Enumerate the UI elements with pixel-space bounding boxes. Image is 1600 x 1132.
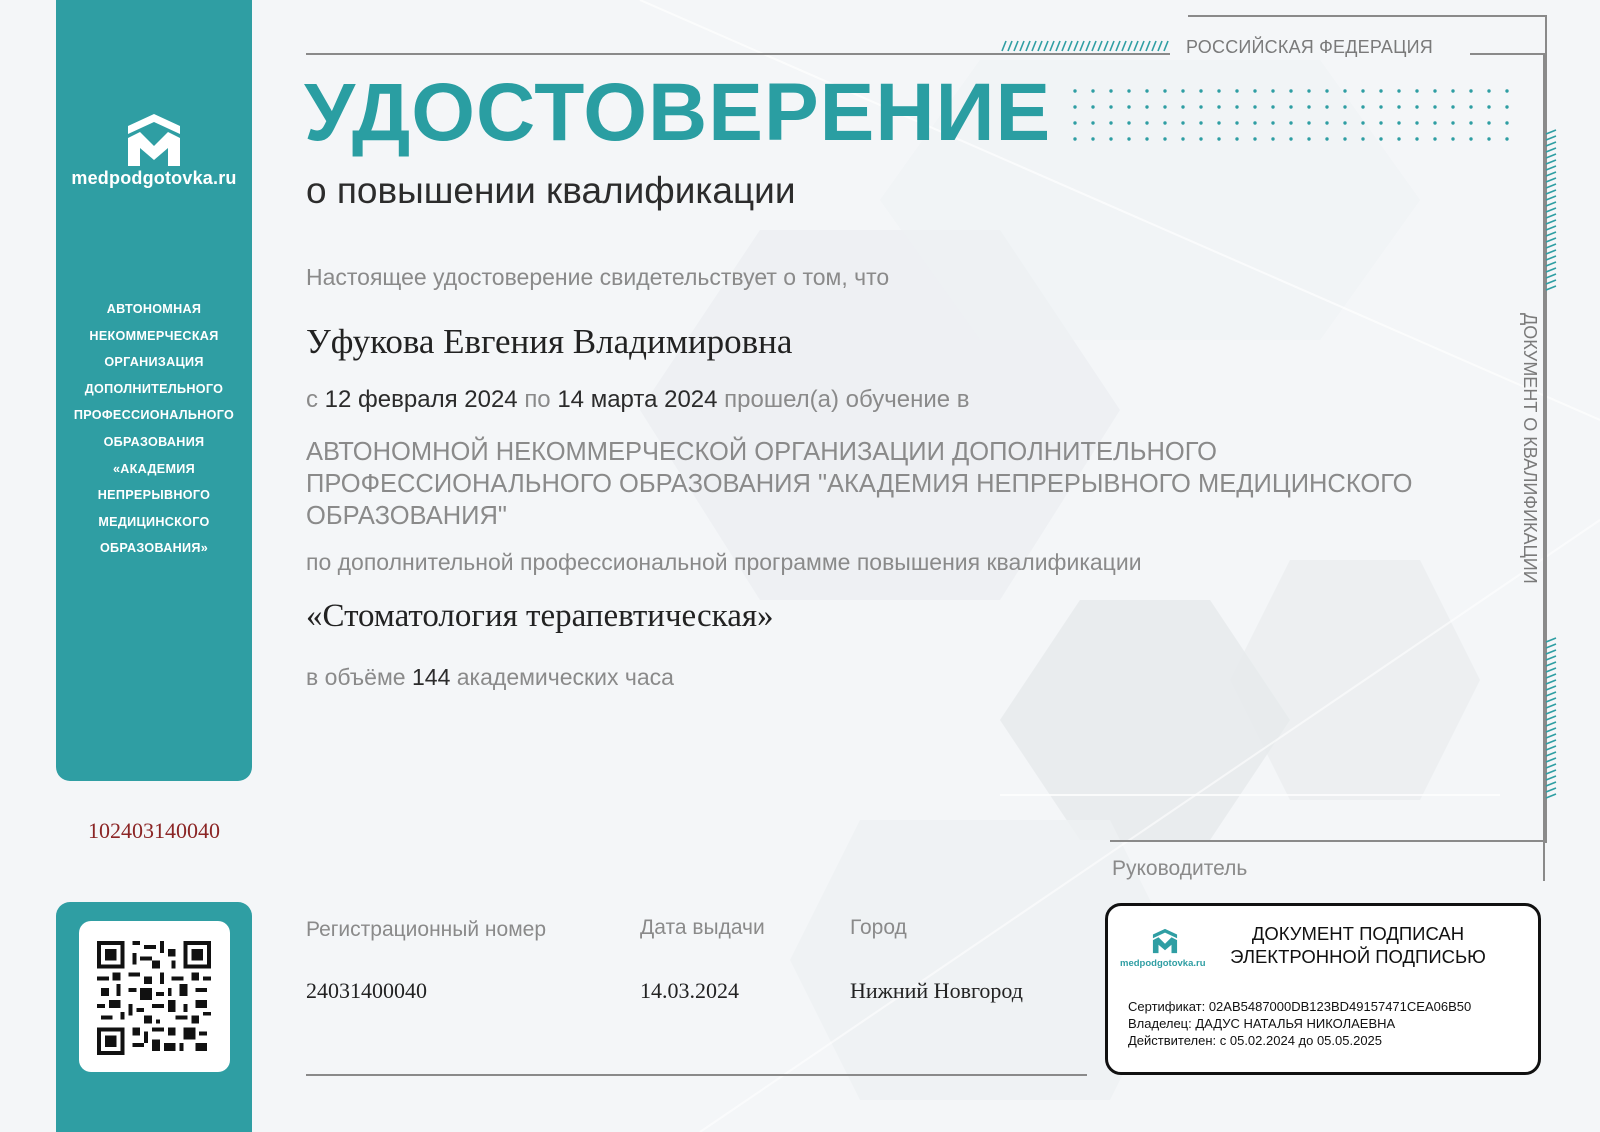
period-suffix: прошел(а) обучение в <box>724 386 970 413</box>
hatch-pattern-right-lower <box>1545 636 1557 806</box>
issue-date-label: Дата выдачи <box>640 916 765 939</box>
signature-details <box>1128 998 1471 1049</box>
signature-validity: Действителен: с 05.02.2024 до 05.05.2025 <box>1128 1033 1383 1048</box>
period-to-prefix: по <box>524 386 551 413</box>
period-from-date: 12 февраля 2024 <box>324 386 518 413</box>
frame-line-bottom <box>306 1074 1087 1076</box>
electronic-signature-stamp <box>1105 903 1541 1075</box>
dot-grid-pattern <box>1072 88 1522 152</box>
intro-text: Настоящее удостоверение свидетельствует о том, что <box>306 264 890 290</box>
sidebar-org-line: МЕДИЦИНСКОГО <box>98 514 210 529</box>
hours-prefix: в объёме <box>306 664 406 690</box>
issue-date-value: 14.03.2024 <box>640 978 739 1003</box>
sidebar-organization <box>56 296 252 562</box>
frame-line-top <box>306 53 1170 55</box>
sidebar-org-line: НЕКОММЕРЧЕСКАЯ <box>89 328 219 343</box>
frame-line-top-right <box>1188 15 1546 17</box>
document-subtitle: о повышении квалификации <box>306 170 796 211</box>
qr-code-icon <box>96 941 212 1055</box>
frame-line-inner-top <box>1470 53 1545 55</box>
hours-value: 144 <box>411 664 451 690</box>
country-label: РОССИЙСКАЯ ФЕДЕРАЦИЯ <box>1186 37 1433 57</box>
program-intro: по дополнительной профессиональной программе повышения квалификации <box>306 549 1142 575</box>
academy-m-logo-icon <box>124 112 184 168</box>
academy-m-logo-icon <box>1150 928 1180 954</box>
serial-number: 102403140040 <box>88 818 220 843</box>
signature-logo-text: medpodgotovka.ru <box>1120 958 1206 969</box>
sidebar-org-line: «АКАДЕМИЯ <box>112 461 195 476</box>
course-title: «Стоматология терапевтическая» <box>306 598 774 634</box>
sidebar-org-line: ДОПОЛНИТЕЛЬНОГО <box>84 381 224 396</box>
logo-text: medpodgotovka.ru <box>71 168 237 188</box>
registration-number-label: Регистрационный номер <box>306 918 546 941</box>
study-period <box>306 386 970 414</box>
document-title: УДОСТОВЕРЕНИЕ <box>304 67 1052 158</box>
period-to-date: 14 марта 2024 <box>557 386 718 413</box>
head-label: Руководитель <box>1112 857 1248 880</box>
registration-number-value: 24031400040 <box>306 978 427 1003</box>
sidebar-org-line: ПРОФЕССИОНАЛЬНОГО <box>73 408 235 423</box>
period-from-prefix: с <box>306 386 318 413</box>
qr-code-container[interactable] <box>79 921 230 1072</box>
sidebar-org-line: АВТОНОМНАЯ <box>106 302 202 316</box>
signature-certificate: Сертификат: 02AB5487000DB123BD49157471CEA06B50 <box>1128 999 1472 1014</box>
city-value: Нижний Новгород <box>850 978 1023 1003</box>
course-hours <box>306 664 674 691</box>
frame-line-mid <box>1110 840 1546 842</box>
hatch-pattern-top <box>1000 40 1172 52</box>
sidebar-org-line: ОБРАЗОВАНИЯ» <box>99 541 209 556</box>
sidebar-org-line: НЕПРЕРЫВНОГО <box>97 488 211 503</box>
hatch-pattern-right-upper <box>1545 128 1557 298</box>
recipient-name: Уфукова Евгения Владимировна <box>306 322 793 361</box>
organization-name: АВТОНОМНОЙ НЕКОММЕРЧЕСКОЙ ОРГАНИЗАЦИИ ДОПОЛНИТЕЛЬНОГО ПРОФЕССИОНАЛЬНОГО ОБРАЗОВАНИЯ "АКАДЕМИЯ НЕПРЕРЫВНОГО МЕДИЦИНСКОГО ОБРАЗОВАНИЯ" <box>306 438 1413 530</box>
sidebar-org-line: ОБРАЗОВАНИЯ <box>103 434 205 449</box>
signature-heading-line: ДОКУМЕНТ ПОДПИСАН <box>1251 923 1465 944</box>
signature-heading <box>1208 922 1508 968</box>
sidebar-org-line: ОРГАНИЗАЦИЯ <box>104 355 204 370</box>
signature-heading-line: ЭЛЕКТРОННОЙ ПОДПИСЬЮ <box>1230 946 1486 967</box>
city-label: Город <box>850 916 907 939</box>
vertical-document-label: ДОКУМЕНТ О КВАЛИФИКАЦИИ <box>1520 313 1540 584</box>
hours-suffix: академических часа <box>456 664 674 690</box>
signature-owner: Владелец: ДАДУС НАТАЛЬЯ НИКОЛАЕВНА <box>1128 1016 1396 1031</box>
